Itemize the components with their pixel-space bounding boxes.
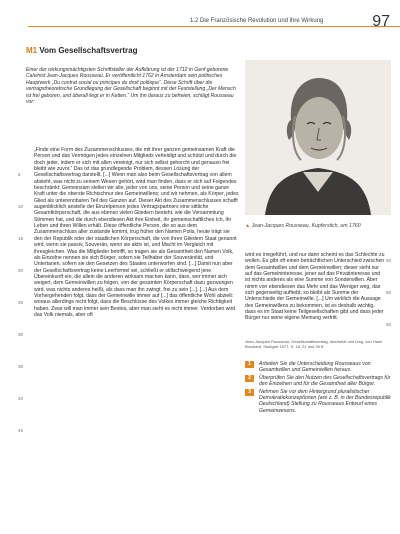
material-heading [26, 46, 137, 55]
header-rule [28, 26, 400, 27]
line-number: 50 [386, 258, 392, 263]
task-item [245, 361, 395, 374]
line-number: 55 [386, 290, 392, 295]
source-text-right-column: wird es irregeführt, und nur dann scheint es das Schlechte zu wollen. Es gibt oft einen beträchtlichen Unterschied zwischen dem Gesamtwillen und dem Gemeinwillen; dieser sieht nur auf das Gemeininteresse, jener auf das Privatinteresse und ist nichts anderes als eine Summe von Sonderwillen. Aber nimm von ebendiesen das Mehr und das Weniger weg, das sich gegenseitig aufhebt, so bleibt als Summe der Unterschiede der Gemeinwille. [...] Um wirklich die Aussage des Gemeinwillens zu bekommen, ist es deshalb wichtig, dass es im Staat keine Teilgesellschaften gibt und dass jeder Bürger nur seine eigene Meinung vertritt. [245, 252, 385, 322]
line-number: 25 [18, 300, 24, 305]
page-header [0, 0, 400, 40]
line-number: 60 [386, 322, 392, 327]
task-item [245, 389, 395, 415]
line-number: 40 [18, 396, 24, 401]
line-number: 35 [18, 364, 24, 369]
line-number: 5 [18, 172, 21, 177]
material-code: M1 [26, 46, 38, 55]
rousseau-portrait [245, 60, 391, 215]
line-numbers-left [18, 147, 30, 460]
line-number: 45 [18, 428, 24, 433]
running-head: 1.2 Die Französische Revolution und ihre Wirkung [190, 18, 324, 24]
line-numbers-right [386, 252, 398, 340]
source-text-left-column: „Finde eine Form des Zusammenschlusses, die mit ihrer ganzen gemeinsamen Kraft die Person und das Vermögen jedes einzelnen Mitglieds verteidigt und schützt und durch die doch jeder, indem er sich mit allen vereinigt, nur sich selbst gehorcht und genauso frei bleibt wie zuvor.“ Das ist das grundlegende Problem, dessen Lösung der Gesellschaftsvertrag darstellt. [...] Wenn man also beim Gesellschaftsvertrag von allem absieht, was nicht zu seinem Wesen gehört, wird man finden, dass er sich auf Folgendes beschränkt: Gemeinsam stellen wir alle, jeder von uns, seine Person und seine ganze Kraft unter die oberste Richtschnur des Gemeinwillens; und wir nehmen, als Körper, jedes Glied als unterennbaren Teil des Ganzen auf. Dieser Akt des Zusammenschlusses schafft augenblicklich anstelle der Einzelperson jedes Vertragspartners eine sittliche Gesamtkörperschaft, die aus ebenso vielen Gliedern besteht, wie die Versammlung Stimmen hat, und die durch ebendiesen Akt ihre Einheit, ihr gemeinschaftliches Ich, ihr Leben und ihren Willen erhält. Diese öffentliche Person, die so aus dem Zusammenschluss aller zustande kommt, trug früher den Namen Polis, heute trägt sie den der Republik oder der staatlichen Körperschaft, die von ihren Gliedern Staat genannt wird, wenn sie passiv, Souverän, wenn sie aktiv ist, und Macht im Vergleich mit ihresgleichen. Was die Mitglieder betrifft, so tragen sie als Gesamtheit den Namen Volk, als Einzelne nennen sie sich Bürger, sofern sie Teilhaber der Souveränität, und Untertanen, sofern sie den Gesetzen des Staates unterworfen sind. [...] Damit nun aber der Gesellschaftsvertrag keine Leerformel sei, schließt er stillschweigend jene Übereinkunft ein, die allein die anderen wirksam machen kann, dass, wer immer sich weigert, dem Gemeinwillen zu folgen, von der gesamten Körperschaft dazu gezwungen wird, was nichts anderes heißt, als dass man ihn zwingt, frei zu sein [...]. [...] Aus dem Vorhergehenden folgt, dass der Gemeinwille immer auf [...] das öffentliche Wohl abzielt: woraus allerdings nicht folgt, dass die Beschlüsse des Volkes immer gleiche Richtigkeit haben. Zwar will man immer sein Bestes, aber man sieht es nicht immer. Verdorben wird das Volk niemals, aber oft [34, 147, 239, 318]
line-number: 10 [18, 204, 24, 209]
source-citation: Jean-Jacques Rousseau, Gesellschaftsvertrag, übersetzt und hrsg. von Hans Brockard, Stuttgart 1977, S. 16, 21 und 30 ff. [245, 339, 383, 349]
caption-triangle-icon: ▲ [245, 223, 251, 229]
task-number: 1 [245, 361, 254, 368]
caption-text: Jean-Jacques Rousseau. Kupferstich, um 1760 [251, 223, 361, 229]
task-number: 3 [245, 389, 254, 396]
portrait-engraving [245, 60, 391, 215]
task-text: Arbeiten Sie die Unterscheidung Rousseaus von Gesamtwillen und Gemeinwillen heraus. [259, 361, 371, 374]
task-text: Nehmen Sie vor dem Hintergrund pluralistischer Demokratiekonzeptionen (wie z. B. in der Bundesrepublik Deutschland) Stellung zu Rousseaus Entwurf eines Gemeinwesens. [259, 388, 391, 414]
image-caption [245, 223, 385, 229]
task-number: 2 [245, 375, 254, 382]
task-item [245, 375, 395, 388]
task-text: Überprüfen Sie den Nutzen des Gesellschaftsvertrags für den Einzelnen und für die Gesamtheit aller Bürger. [259, 374, 391, 388]
material-title: Vom Gesellschaftsvertrag [39, 46, 138, 55]
line-number: 20 [18, 268, 24, 273]
line-number: 15 [18, 236, 24, 241]
page-number: 97 [372, 13, 390, 30]
task-list [245, 361, 395, 415]
intro-text: Einer der wirkungsmächtigsten Schriftsteller der Aufklärung ist der 1712 in Genf geborene Calvinist Jean-Jacques Rousseau. Er veröffentlicht 1762 in Amsterdam sein politisches Hauptwerk „Du contrat social ou principes du droit politique“. Diese Schrift über die vertragstheoretische Grundlegung der Gesellschaft beginnt mit der Feststellung „Der Mensch ist frei geboren, und überall liegt er in Ketten.“ Um ihn daraus zu befreien, schlägt Rousseau vor: [26, 67, 236, 106]
line-number: 30 [18, 332, 24, 337]
